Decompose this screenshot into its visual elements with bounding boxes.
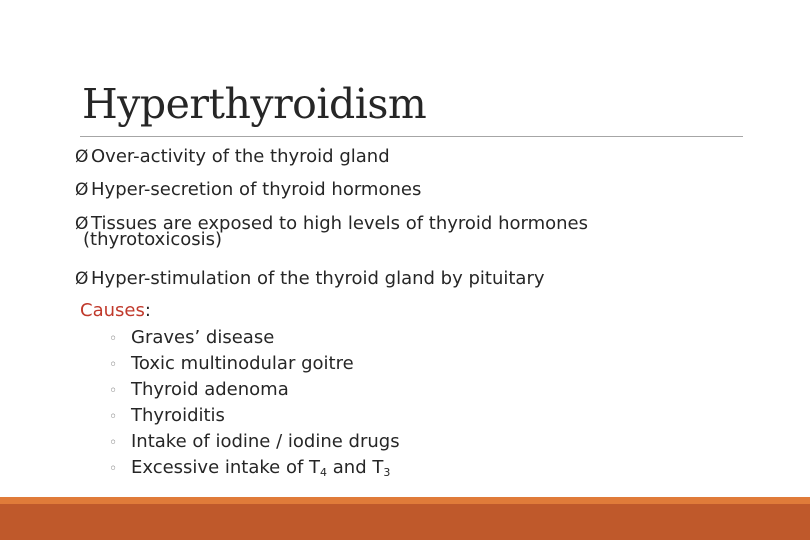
arrow-bullet-icon: Ø <box>75 180 89 200</box>
cause-item <box>109 405 225 428</box>
arrow-bullet-icon: Ø <box>75 147 89 167</box>
cause-text: Intake of iodine / iodine drugs <box>131 431 400 452</box>
bullet-item <box>75 268 545 290</box>
circle-bullet-icon: ◦ <box>109 331 118 347</box>
cause-item <box>109 379 289 402</box>
circle-bullet-icon: ◦ <box>109 357 118 373</box>
subscript: 4 <box>320 466 328 479</box>
circle-bullet-icon: ◦ <box>109 461 118 477</box>
cause-item <box>109 327 274 350</box>
bullet-item <box>75 213 588 248</box>
footer-band <box>0 504 810 540</box>
bullet-text: Hyper-secretion of thyroid hormones <box>91 179 422 200</box>
cause-text: Toxic multinodular goitre <box>131 353 354 374</box>
subscript: 3 <box>383 466 391 479</box>
arrow-bullet-icon: Ø <box>75 269 89 289</box>
cause-item <box>109 431 400 454</box>
circle-bullet-icon: ◦ <box>109 409 118 425</box>
causes-label: Causes <box>80 300 145 321</box>
arrow-bullet-icon: Ø <box>75 214 89 234</box>
slide-title: Hyperthyroidism <box>82 80 427 128</box>
footer-accent-stripe <box>0 497 810 504</box>
bullet-continuation: (thyrotoxicosis) <box>83 229 223 250</box>
circle-bullet-icon: ◦ <box>109 435 118 451</box>
title-divider <box>80 136 743 137</box>
cause-item <box>109 353 354 376</box>
bullet-text: Hyper-stimulation of the thyroid gland by pituitary <box>91 268 545 289</box>
cause-text-part: Excessive intake of T <box>131 457 321 478</box>
cause-text: Thyroiditis <box>131 405 225 426</box>
causes-heading <box>80 300 151 322</box>
bullet-item <box>75 146 390 168</box>
cause-text: Graves’ disease <box>131 327 275 348</box>
cause-text: Thyroid adenoma <box>131 379 289 400</box>
bullet-text: Tissues are exposed to high levels of thyroid hormones <box>91 213 588 234</box>
bullet-text: Over-activity of the thyroid gland <box>91 146 390 167</box>
bullet-item <box>75 179 421 201</box>
circle-bullet-icon: ◦ <box>109 383 118 399</box>
cause-item <box>109 457 390 480</box>
cause-text-part: and T <box>327 457 384 478</box>
causes-colon: : <box>144 300 151 321</box>
